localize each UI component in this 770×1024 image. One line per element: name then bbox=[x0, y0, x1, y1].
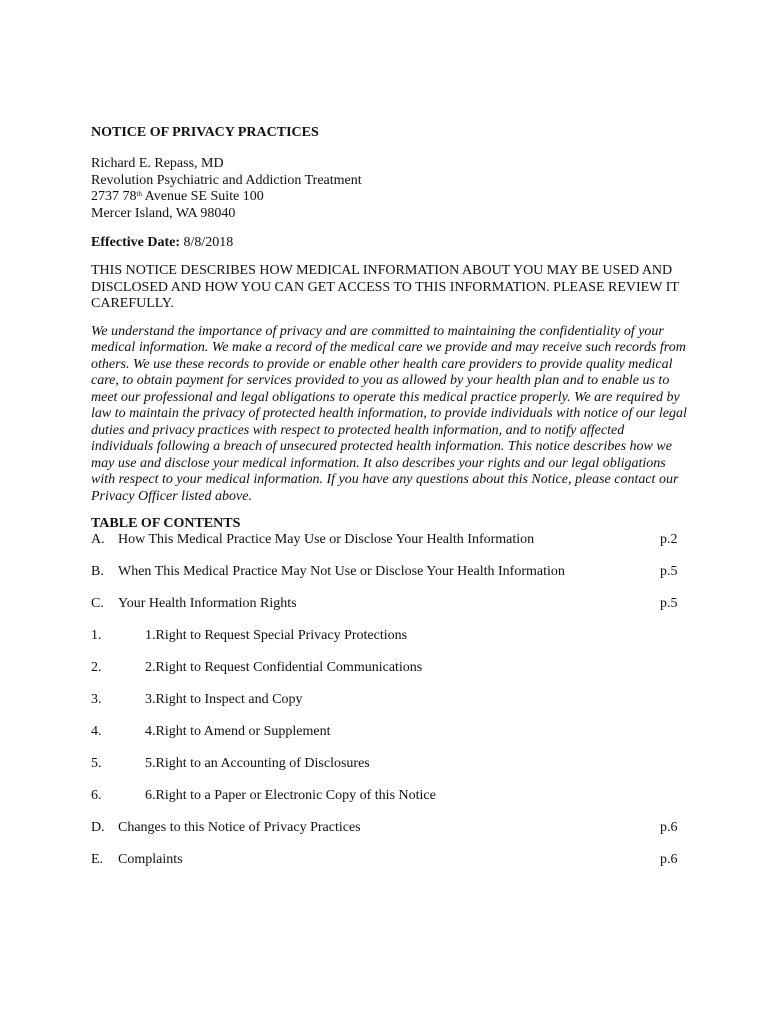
effective-date-label: Effective Date: bbox=[91, 235, 181, 250]
provider-address bbox=[91, 156, 691, 222]
street-name: Avenue SE Suite 100 bbox=[141, 189, 264, 204]
toc-entry-page: p.6 bbox=[660, 852, 678, 867]
toc-entry-label: Complaints bbox=[118, 852, 183, 867]
toc-entry bbox=[91, 788, 691, 820]
toc-entry-page: p.2 bbox=[660, 532, 678, 547]
document-page bbox=[91, 124, 691, 884]
intro-paragraph: We understand the importance of privacy and are committed to maintaining the confidentiality of your medical information. We make a record of the medical care we provide and may receive such records from others. We use these records to provide or enable other health care providers to provide quality medical care, to obtain payment for services provided to you as allowed by your health plan and to enable us to meet our professional and legal obligations to operate this medical practice properly. We are required by law to maintain the privacy of protected health information, to provide individuals with notice of our legal duties and privacy practices with respect to protected health information, and to notify affected individuals following a breach of unsecured protected health information. This notice describes how we may use and disclose your medical information. It also describes your rights and our legal obligations with respect to your medical information. If you have any questions about this Notice, please contact our Privacy Officer listed above. bbox=[91, 323, 687, 504]
toc-entry-label: 6.Right to a Paper or Electronic Copy of this Notice bbox=[145, 788, 436, 803]
toc-entry bbox=[91, 692, 691, 724]
city-state-zip: Mercer Island, WA 98040 bbox=[91, 205, 236, 221]
toc-heading: TABLE OF CONTENTS bbox=[91, 516, 241, 531]
toc-entry-page: p.5 bbox=[660, 596, 678, 611]
toc-entry-label: When This Medical Practice May Not Use or Disclose Your Health Information bbox=[118, 564, 565, 579]
toc-entry-label: How This Medical Practice May Use or Disclose Your Health Information bbox=[118, 532, 535, 547]
toc-entry-label: Changes to this Notice of Privacy Practices bbox=[118, 820, 361, 835]
toc-entry-page: p.6 bbox=[660, 820, 678, 835]
toc-entry bbox=[91, 852, 691, 884]
toc-entry-marker: E. bbox=[91, 852, 104, 867]
toc-entry-marker: A. bbox=[91, 532, 105, 547]
toc-entry-marker: 3. bbox=[91, 692, 102, 707]
toc-entry-label: Your Health Information Rights bbox=[118, 596, 297, 611]
toc-entry bbox=[91, 756, 691, 788]
notice-banner-text: THIS NOTICE DESCRIBES HOW MEDICAL INFORMATION ABOUT YOU MAY BE USED AND DISCLOSED AND HOW YOU CAN GET ACCESS TO THIS INFORMATION. PLEASE REVIEW IT CAREFULLY. bbox=[91, 263, 679, 311]
toc-entry-marker: 5. bbox=[91, 756, 102, 771]
toc-entry-marker: 4. bbox=[91, 724, 102, 739]
toc-entry-marker: 1. bbox=[91, 628, 102, 643]
toc-entry-label: 5.Right to an Accounting of Disclosures bbox=[145, 756, 370, 771]
effective-date-value: 8/8/2018 bbox=[183, 235, 234, 250]
practice-name: Revolution Psychiatric and Addiction Treatment bbox=[91, 172, 362, 188]
toc-entry-marker: 2. bbox=[91, 660, 102, 675]
effective-date bbox=[91, 234, 691, 252]
street-number: 2737 78 bbox=[91, 189, 137, 204]
toc-entry-marker: C. bbox=[91, 596, 104, 611]
toc-entry-label: 4.Right to Amend or Supplement bbox=[145, 724, 331, 739]
toc-entry-marker: B. bbox=[91, 564, 104, 579]
street-address bbox=[91, 189, 691, 206]
toc-entry bbox=[91, 628, 691, 660]
page-title: NOTICE OF PRIVACY PRACTICES bbox=[91, 125, 319, 140]
street-ordinal: th bbox=[136, 190, 142, 198]
toc-entry-label: 3.Right to Inspect and Copy bbox=[145, 692, 303, 707]
toc-entry-page: p.5 bbox=[660, 564, 678, 579]
toc-entry bbox=[91, 820, 691, 852]
toc-entry-marker: D. bbox=[91, 820, 105, 835]
provider-name: Richard E. Repass, MD bbox=[91, 156, 224, 171]
toc-entry bbox=[91, 724, 691, 756]
toc-entry bbox=[91, 564, 691, 596]
toc-entry bbox=[91, 532, 691, 564]
toc-entry bbox=[91, 660, 691, 692]
toc-entry bbox=[91, 596, 691, 628]
toc-entry-marker: 6. bbox=[91, 788, 102, 803]
table-of-contents bbox=[91, 532, 691, 884]
toc-entry-label: 2.Right to Request Confidential Communications bbox=[145, 660, 423, 675]
toc-entry-label: 1.Right to Request Special Privacy Protections bbox=[145, 628, 408, 643]
